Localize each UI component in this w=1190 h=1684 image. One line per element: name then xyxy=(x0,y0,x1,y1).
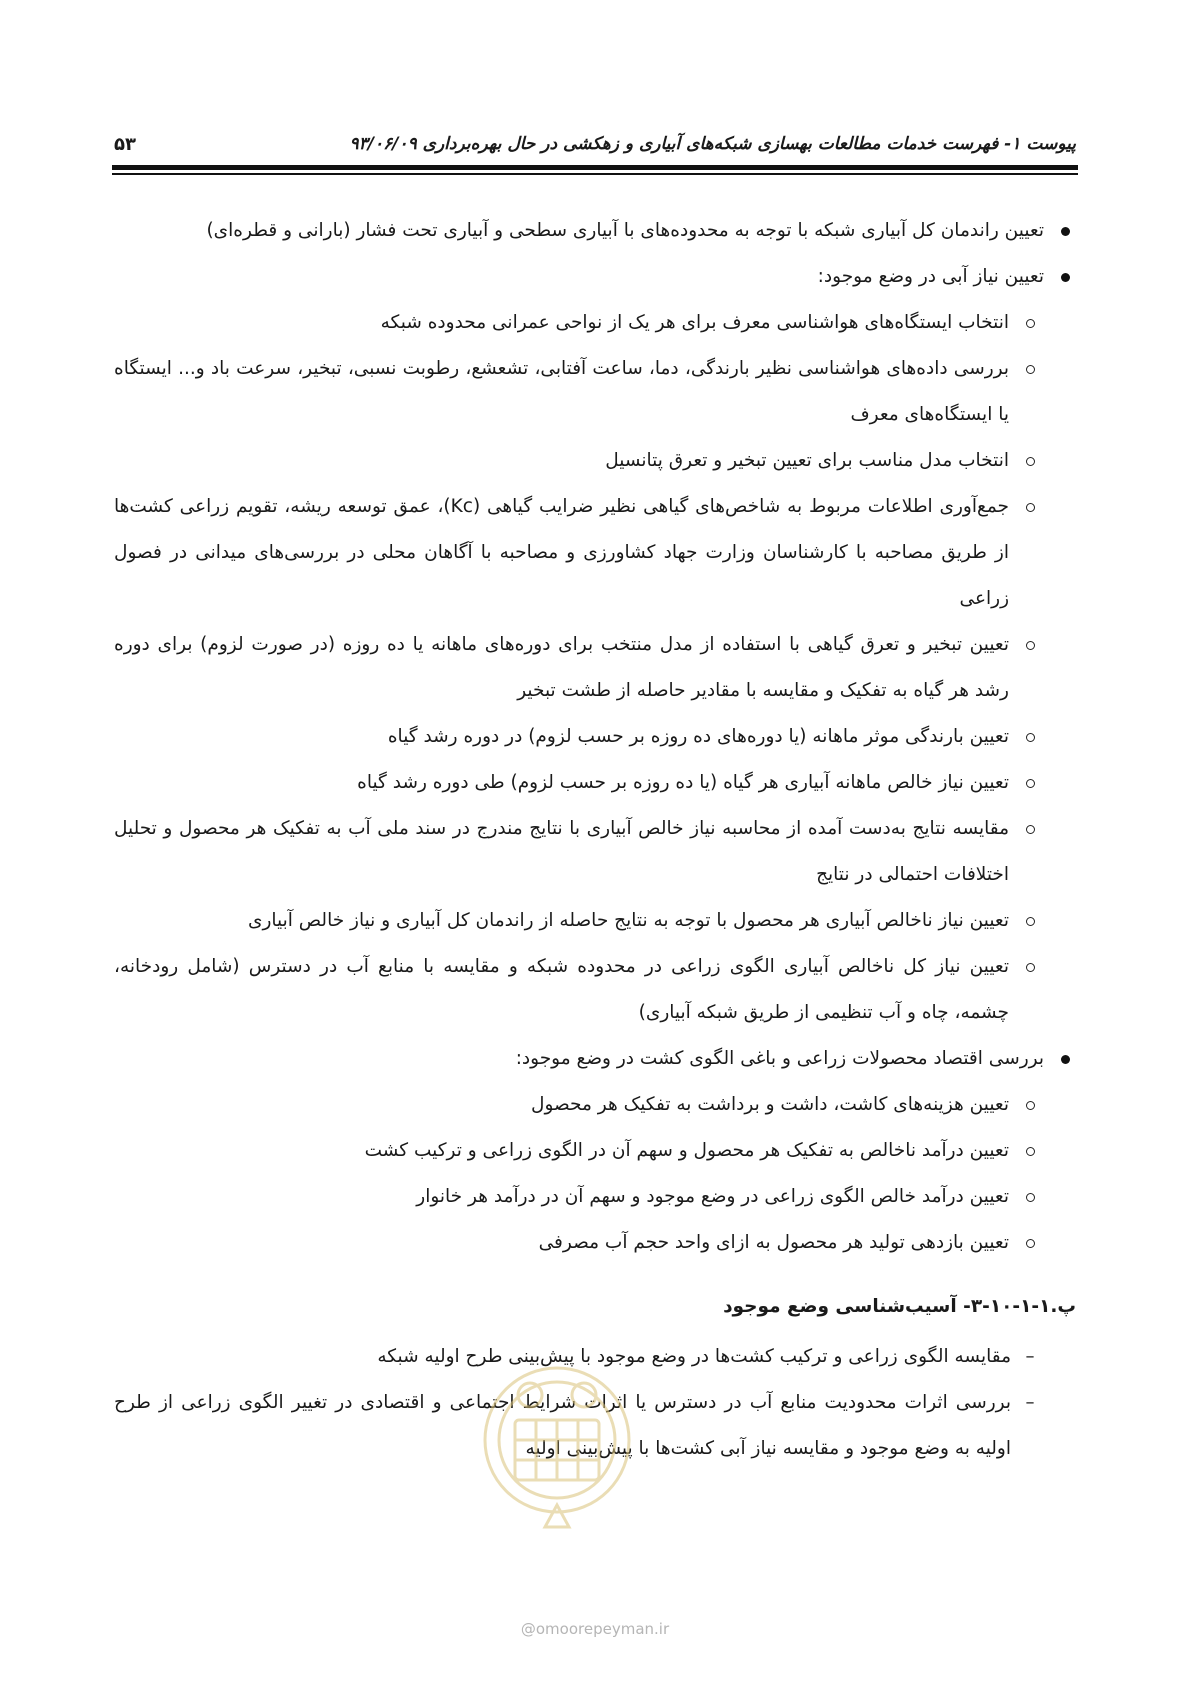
page-header xyxy=(114,128,1076,160)
section-item-text: بررسی اثرات محدودیت منابع آب در دسترس یا اثرات شرایط اجتماعی و اقتصادی در تغییر الگوی زراعی از طرح اولیه به وضع موجود و مقایسه نیاز آبی کشت‌ها با پیش‌بینی اولیه xyxy=(114,1392,1011,1459)
list-item xyxy=(114,254,1076,300)
footer-url: @omoorepeyman.ir xyxy=(520,1620,670,1638)
list-item xyxy=(114,1128,1041,1174)
header-rule-thin xyxy=(112,173,1078,175)
list-item-text: بررسی اقتصاد محصولات زراعی و باغی الگوی کشت در وضع موجود: xyxy=(515,1048,1044,1069)
dash-marker xyxy=(1019,1334,1041,1380)
section-item-list xyxy=(114,1334,1076,1472)
bullet-marker xyxy=(1054,208,1076,254)
circle-marker xyxy=(1019,760,1041,806)
circle-marker xyxy=(1019,898,1041,944)
circle-marker xyxy=(1019,438,1041,484)
list-item-text: انتخاب ایستگاه‌های هواشناسی معرف برای هر یک از نواحی عمرانی محدوده شبکه xyxy=(380,312,1009,333)
list-item xyxy=(114,714,1041,760)
list-item-text: تعیین بازدهی تولید هر محصول به ازای واحد حجم آب مصرفی xyxy=(538,1232,1009,1253)
bullet-marker xyxy=(1054,254,1076,300)
list-item-text: تعیین نیاز خالص ماهانه آبیاری هر گیاه (یا ده روزه بر حسب لزوم) طی دوره رشد گیاه xyxy=(357,772,1009,793)
header-rule-thick xyxy=(112,165,1078,170)
section-title: پ.۱-۱-۱۰-۳- آسیب‌شناسی وضع موجود xyxy=(723,1296,1076,1317)
section-item xyxy=(114,1380,1041,1472)
list-item-text: تعیین تبخیر و تعرق گیاهی با استفاده از مدل منتخب برای دوره‌های ماهانه یا ده روزه (در صورت لزوم) برای دوره رشد هر گیاه به تفکیک و مقایسه با مقادیر حاصله از طشت تبخیر xyxy=(114,634,1009,701)
list-item xyxy=(114,1174,1041,1220)
circle-marker xyxy=(1019,622,1041,668)
item-list xyxy=(114,208,1076,1266)
section-item xyxy=(114,1334,1041,1380)
list-item-text: جمع‌آوری اطلاعات مربوط به شاخص‌های گیاهی نظیر ضرایب گیاهی (Kc)، عمق توسعه ریشه، تقویم زراعی کشت‌ها از طریق مصاحبه با کارشناسان وزارت جهاد کشاورزی و مصاحبه با آگاهان محلی در بررسی‌های میدانی در فصول زراعی xyxy=(114,496,1009,609)
list-item-text: تعیین نیاز آبی در وضع موجود: xyxy=(817,266,1044,287)
page-number: ۵۳ xyxy=(114,133,136,155)
circle-marker xyxy=(1019,484,1041,530)
circle-marker xyxy=(1019,944,1041,990)
list-item-text: مقایسه نتایج به‌دست آمده از محاسبه نیاز خالص آبیاری با نتایج مندرج در سند ملی آب به تفکیک هر محصول و تحلیل اختلافات احتمالی در نتایج xyxy=(114,818,1009,885)
circle-marker xyxy=(1019,300,1041,346)
list-item xyxy=(114,806,1041,898)
list-item xyxy=(114,346,1041,438)
list-item xyxy=(114,300,1041,346)
list-item xyxy=(114,484,1041,622)
list-item-text: تعیین درآمد خالص الگوی زراعی در وضع موجود و سهم آن در درآمد هر خانوار xyxy=(416,1186,1009,1207)
list-item-text: تعیین راندمان کل آبیاری شبکه با توجه به محدوده‌های با آبیاری سطحی و آبیاری تحت فشار (بارانی و قطره‌ای) xyxy=(206,220,1044,241)
main-content xyxy=(114,208,1076,1472)
circle-marker xyxy=(1019,1128,1041,1174)
circle-marker xyxy=(1019,806,1041,852)
list-item xyxy=(114,622,1041,714)
list-item-text: تعیین نیاز کل ناخالص آبیاری الگوی زراعی در محدوده شبکه و مقایسه با منابع آب در دسترس (شامل رودخانه، چشمه، چاه و آب تنظیمی از طریق شبکه آبیاری) xyxy=(114,956,1009,1023)
list-item xyxy=(114,944,1041,1036)
list-item xyxy=(114,438,1041,484)
list-item xyxy=(114,760,1041,806)
circle-marker xyxy=(1019,1082,1041,1128)
header-title: پیوست ۱- فهرست خدمات مطالعات بهسازی شبکه‌های آبیاری و زهکشی در حال بهره‌برداری ۹۳/۰۶/۰۹ xyxy=(349,134,1076,154)
list-item xyxy=(114,1220,1041,1266)
list-item-text: بررسی داده‌های هواشناسی نظیر بارندگی، دما، ساعت آفتابی، تشعشع، رطوبت نسبی، تبخیر، سرعت باد و... ایستگاه یا ایستگاه‌های معرف xyxy=(114,358,1009,425)
list-item xyxy=(114,1036,1076,1082)
list-item xyxy=(114,898,1041,944)
circle-marker xyxy=(1019,714,1041,760)
list-item-text: تعیین نیاز ناخالص آبیاری هر محصول با توجه به نتایج حاصله از راندمان کل آبیاری و نیاز خالص آبیاری xyxy=(247,910,1009,931)
list-item-text: تعیین هزینه‌های کاشت، داشت و برداشت به تفکیک هر محصول xyxy=(531,1094,1009,1115)
section-item-text: مقایسه الگوی زراعی و ترکیب کشت‌ها در وضع موجود با پیش‌بینی طرح اولیه شبکه xyxy=(377,1346,1011,1367)
bullet-marker xyxy=(1054,1036,1076,1082)
list-item xyxy=(114,1082,1041,1128)
list-item xyxy=(114,208,1076,254)
circle-marker xyxy=(1019,1174,1041,1220)
dash-marker xyxy=(1019,1380,1041,1426)
list-item-text: تعیین درآمد ناخالص به تفکیک هر محصول و سهم آن در الگوی زراعی و ترکیب کشت xyxy=(364,1140,1009,1161)
list-item-text: انتخاب مدل مناسب برای تعیین تبخیر و تعرق پتانسیل xyxy=(605,450,1009,471)
circle-marker xyxy=(1019,1220,1041,1266)
list-item-text: تعیین بارندگی موثر ماهانه (یا دوره‌های ده روزه بر حسب لزوم) در دوره رشد گیاه xyxy=(387,726,1009,747)
circle-marker xyxy=(1019,346,1041,392)
